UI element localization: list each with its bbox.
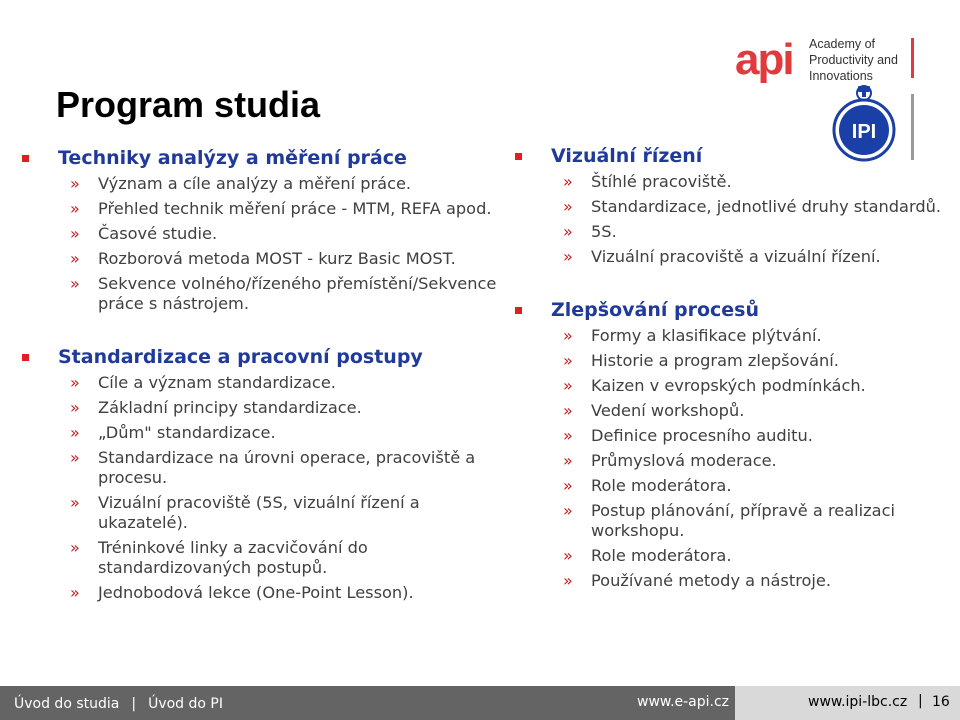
section-heading: Vizuální řízení <box>551 145 703 167</box>
api-logo-mark: api <box>735 35 793 84</box>
chevron-bullet-icon: » <box>70 448 80 467</box>
list-item <box>58 583 500 603</box>
list-item-text: 5S. <box>591 222 617 241</box>
chevron-bullet-icon: » <box>70 174 80 193</box>
list-item-text: Kaizen v evropských podmínkách. <box>591 376 866 395</box>
list-item <box>551 401 953 421</box>
list-item-text: Štíhlé pracoviště. <box>591 172 732 191</box>
section-process-improvement <box>513 298 953 591</box>
square-bullet-icon <box>515 153 522 160</box>
list-item <box>551 172 953 192</box>
list-item-text: Standardizace, jednotlivé druhy standardů. <box>591 197 942 216</box>
right-column <box>513 144 953 596</box>
section-work-measurement <box>20 146 500 314</box>
chevron-bullet-icon: » <box>563 546 573 565</box>
chevron-bullet-icon: » <box>563 172 573 191</box>
chevron-bullet-icon: » <box>70 398 80 417</box>
chevron-bullet-icon: » <box>563 351 573 370</box>
list-item <box>58 398 500 418</box>
footer-bar <box>0 686 960 720</box>
logo-line-1: Academy of <box>809 37 876 51</box>
chevron-bullet-icon: » <box>563 451 573 470</box>
list-item-text: Historie a program zlepšování. <box>591 351 839 370</box>
list-item <box>551 426 953 446</box>
chevron-bullet-icon: » <box>563 401 573 420</box>
list-item-text: Tréninkové linky a zacvičování do standardizovaných postupů. <box>98 538 368 577</box>
list-item <box>58 538 500 578</box>
chevron-bullet-icon: » <box>563 247 573 266</box>
footer-right-box <box>735 686 960 720</box>
list-item <box>551 476 953 496</box>
section-list <box>58 373 500 603</box>
chevron-bullet-icon: » <box>563 326 573 345</box>
chevron-bullet-icon: » <box>563 501 573 520</box>
chevron-bullet-icon: » <box>563 476 573 495</box>
list-item <box>58 493 500 533</box>
list-item-text: Role moderátora. <box>591 476 732 495</box>
chevron-bullet-icon: » <box>563 197 573 216</box>
list-item <box>551 222 953 242</box>
breadcrumb-topic[interactable]: Úvod do PI <box>148 696 223 712</box>
list-item <box>58 224 500 244</box>
chevron-bullet-icon: » <box>70 274 80 293</box>
section-heading: Techniky analýzy a měření práce <box>58 147 407 169</box>
list-item <box>58 249 500 269</box>
list-item-text: Postup plánování, přípravě a realizaci workshopu. <box>591 501 895 540</box>
left-column <box>20 146 500 608</box>
list-item <box>551 351 953 371</box>
list-item <box>58 448 500 488</box>
list-item <box>551 501 953 541</box>
chevron-bullet-icon: » <box>563 426 573 445</box>
list-item-text: Vizuální pracoviště (5S, vizuální řízení a ukazatelé). <box>98 493 420 532</box>
chevron-bullet-icon: » <box>70 583 80 602</box>
section-spacer <box>513 272 953 298</box>
list-item-text: „Dům" standardizace. <box>98 423 276 442</box>
square-bullet-icon <box>22 354 29 361</box>
square-bullet-icon <box>515 307 522 314</box>
breadcrumb-separator: | <box>131 696 137 712</box>
list-item <box>58 174 500 194</box>
list-item-text: Průmyslová moderace. <box>591 451 777 470</box>
section-list <box>551 172 953 267</box>
chevron-bullet-icon: » <box>563 376 573 395</box>
list-item <box>58 423 500 443</box>
list-item <box>551 247 953 267</box>
list-item-text: Základní principy standardizace. <box>98 398 362 417</box>
square-bullet-icon <box>22 155 29 162</box>
footer-separator: | <box>918 693 923 709</box>
footer-link-eapi[interactable]: www.e-api.cz <box>637 694 730 710</box>
list-item-text: Rozborová metoda MOST - kurz Basic MOST. <box>98 249 456 268</box>
footer-link-ipi[interactable]: www.ipi-lbc.cz <box>808 694 908 710</box>
section-list <box>551 326 953 591</box>
chevron-bullet-icon: » <box>70 493 80 512</box>
chevron-bullet-icon: » <box>70 249 80 268</box>
page-title: Program studia <box>56 84 321 125</box>
page-number: 16 <box>932 694 950 710</box>
section-visual-management <box>513 144 953 267</box>
list-item-text: Jednobodová lekce (One-Point Lesson). <box>98 583 414 602</box>
list-item-text: Role moderátora. <box>591 546 732 565</box>
logo-line-3: Innovations <box>809 69 873 83</box>
list-item-text: Význam a cíle analýzy a měření práce. <box>98 174 412 193</box>
section-list <box>58 174 500 314</box>
list-item <box>551 571 953 591</box>
list-item <box>551 197 953 217</box>
list-item <box>58 274 500 314</box>
list-item-text: Standardizace na úrovni operace, pracoviště a procesu. <box>98 448 476 487</box>
list-item <box>551 326 953 346</box>
list-item <box>551 546 953 566</box>
list-item-text: Sekvence volného/řízeného přemístění/Sekvence práce s nástrojem. <box>98 274 497 313</box>
list-item <box>551 451 953 471</box>
list-item-text: Formy a klasifikace plýtvání. <box>591 326 822 345</box>
list-item <box>58 199 500 219</box>
list-item-text: Přehled technik měření práce - MTM, REFA apod. <box>98 199 492 218</box>
section-heading: Standardizace a pracovní postupy <box>58 346 423 368</box>
chevron-bullet-icon: » <box>563 222 573 241</box>
section-standardization <box>20 345 500 603</box>
ipi-badge-text: IPI <box>851 121 877 143</box>
section-heading: Zlepšování procesů <box>551 299 760 321</box>
chevron-bullet-icon: » <box>70 423 80 442</box>
breadcrumb-course[interactable]: Úvod do studia <box>14 696 120 712</box>
section-spacer <box>20 319 500 345</box>
chevron-bullet-icon: » <box>70 199 80 218</box>
list-item-text: Cíle a význam standardizace. <box>98 373 336 392</box>
list-item-text: Vedení workshopů. <box>591 401 745 420</box>
list-item <box>58 373 500 393</box>
list-item-text: Vizuální pracoviště a vizuální řízení. <box>591 247 881 266</box>
chevron-bullet-icon: » <box>70 224 80 243</box>
list-item-text: Definice procesního auditu. <box>591 426 813 445</box>
list-item-text: Časové studie. <box>98 224 218 243</box>
list-item <box>551 376 953 396</box>
chevron-bullet-icon: » <box>563 571 573 590</box>
chevron-bullet-icon: » <box>70 538 80 557</box>
logo-divider-red <box>911 38 914 78</box>
logo-wordmark <box>809 36 898 84</box>
list-item-text: Používané metody a nástroje. <box>591 571 832 590</box>
chevron-bullet-icon: » <box>70 373 80 392</box>
logo-line-2: Productivity and <box>809 53 898 67</box>
footer-breadcrumb <box>14 696 223 712</box>
